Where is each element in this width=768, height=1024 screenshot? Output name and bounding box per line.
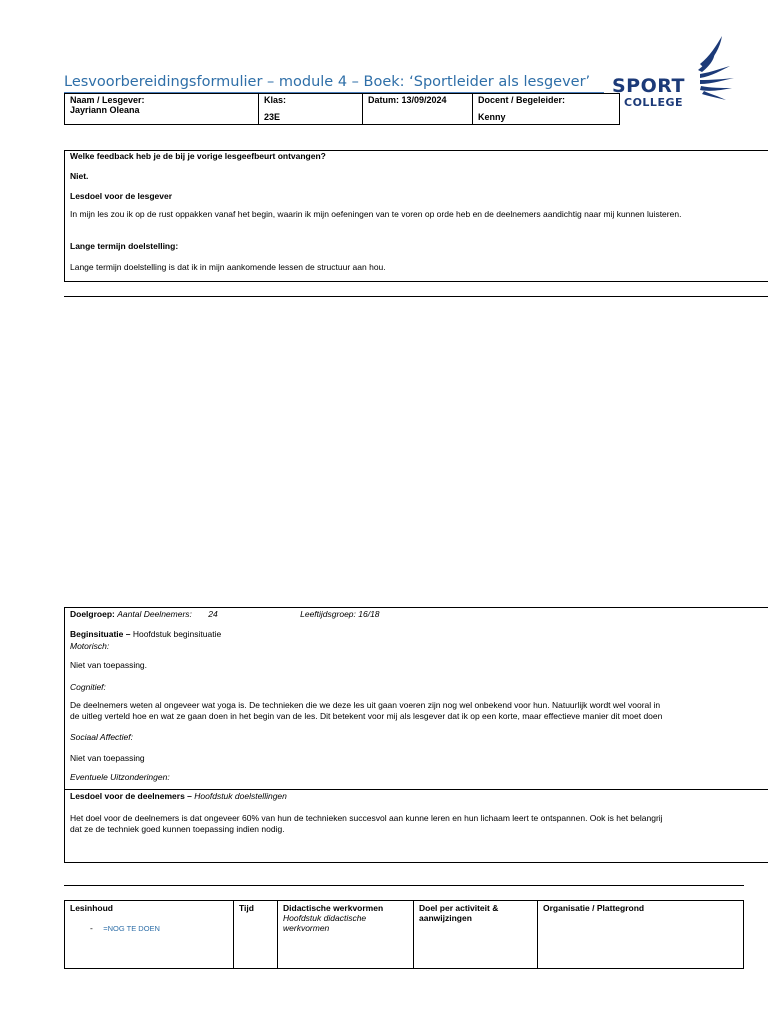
cognitief-text-2: de uitleg verteld hoe en wat ze gaan doen in het begin van de les. Dit betekent voor mij als lesgever dat ik op een korte, maar effectieve manier dit moet doen	[70, 711, 663, 721]
tijd-header: Tijd	[239, 903, 254, 913]
organisatie-header: Organisatie / Plattegrond	[543, 903, 645, 913]
organisatie-cell	[538, 901, 744, 969]
datum-cell	[363, 94, 473, 125]
form-title: Lesvoorbereidingsformulier – module 4 – Boek: ‘Sportleider als lesgever’	[64, 74, 591, 90]
motorisch-value: Niet van toepassing.	[70, 660, 148, 670]
lesinhoud-item	[90, 923, 228, 933]
lesdoel-divider	[65, 789, 768, 790]
feedback-section	[64, 150, 768, 282]
motorisch-label: Motorisch:	[70, 641, 110, 651]
sociaal-label: Sociaal Affectief:	[70, 732, 133, 742]
lesdoel-lesgever-heading: Lesdoel voor de lesgever	[70, 191, 173, 201]
lesdoel-deelnemers-text-2: dat ze de techniek goed kunnen toepassing indien nodig.	[70, 824, 285, 834]
naam-label: Naam / Lesgever:	[70, 95, 145, 105]
feedback-answer: Niet.	[70, 171, 89, 181]
lesdoel-deelnemers-line	[70, 791, 287, 802]
lange-termijn-heading: Lange termijn doelstelling:	[70, 241, 179, 251]
aantal-label: Aantal Deelnemers:	[117, 609, 192, 619]
klas-value: 23E	[264, 112, 281, 122]
lesinhoud-header: Lesinhoud	[70, 903, 113, 913]
werkvormen-header: Didactische werkvormen	[283, 903, 384, 913]
lesinhoud-cell	[65, 901, 234, 969]
logo-sport: SPORT	[612, 75, 685, 97]
todo-text: =NOG TE DOEN	[103, 924, 160, 933]
lesdoel-deelnemers-label: Lesdoel voor de deelnemers –	[70, 791, 192, 801]
werkvormen-sub: Hoofdstuk didactische werkvormen	[283, 913, 367, 933]
lesdoel-deelnemers-text-1: Het doel voor de deelnemers is dat ongeveer 60% van hun de technieken succesvol aan kunne leren en hun lichaam leert te ontspannen. Ook is het belangrij	[70, 813, 663, 823]
doelgroep-line	[70, 609, 380, 620]
section-divider	[64, 296, 768, 297]
logo-college: COLLEGE	[624, 96, 683, 109]
beginsituatie-label: Beginsituatie –	[70, 629, 131, 639]
doel-cell	[414, 901, 538, 969]
sport-college-logo	[604, 24, 744, 116]
naam-cell	[65, 94, 259, 125]
tijd-cell	[234, 901, 278, 969]
docent-value: Kenny	[478, 112, 506, 122]
lesdoel-lesgever-text: In mijn les zou ik op de rust oppakken vanaf het begin, waarin ik mijn oefeningen van te voren op orde heb en de deelnemers aandichtig naar mij kunnen luisteren.	[70, 209, 682, 219]
lesdoel-deelnemers-sub: Hoofdstuk doelstellingen	[194, 791, 287, 801]
doel-header: Doel per activiteit & aanwijzingen	[419, 903, 499, 923]
naam-value: Jayriann Oleana	[70, 105, 140, 115]
cognitief-label: Cognitief:	[70, 682, 106, 692]
docent-cell	[473, 94, 620, 125]
beginsituatie-line	[70, 629, 221, 640]
lesinhoud-divider	[64, 885, 744, 886]
werkvormen-cell	[278, 901, 414, 969]
bullet: -	[90, 923, 93, 933]
cognitief-text-1: De deelnemers weten al ongeveer wat yoga is. De technieken die we deze les uit gaan voeren zijn nog wel onbekend voor hun. Natuurlijk wordt wel vooral in	[70, 700, 661, 710]
doelgroep-label: Doelgroep:	[70, 609, 115, 619]
lesinhoud-table	[64, 900, 744, 969]
beginsituatie-sub: Hoofdstuk beginsituatie	[132, 629, 222, 639]
docent-label: Docent / Begeleider:	[478, 95, 566, 105]
header-table	[64, 93, 620, 125]
leeftijdsgroep: Leeftijdsgroep: 16/18	[300, 609, 380, 619]
klas-cell	[259, 94, 363, 125]
doelgroep-section	[64, 607, 768, 863]
feedback-question: Welke feedback heb je de bij je vorige lesgeefbeurt ontvangen?	[70, 151, 326, 161]
lange-termijn-text: Lange termijn doelstelling is dat ik in mijn aankomende lessen de structuur aan hou.	[70, 262, 386, 272]
aantal-value: 24	[208, 609, 218, 619]
uitzonderingen-label: Eventuele Uitzonderingen:	[70, 772, 170, 782]
sociaal-value: Niet van toepassing	[70, 753, 145, 763]
klas-label: Klas:	[264, 95, 287, 105]
datum-label: Datum: 13/09/2024	[368, 95, 447, 105]
